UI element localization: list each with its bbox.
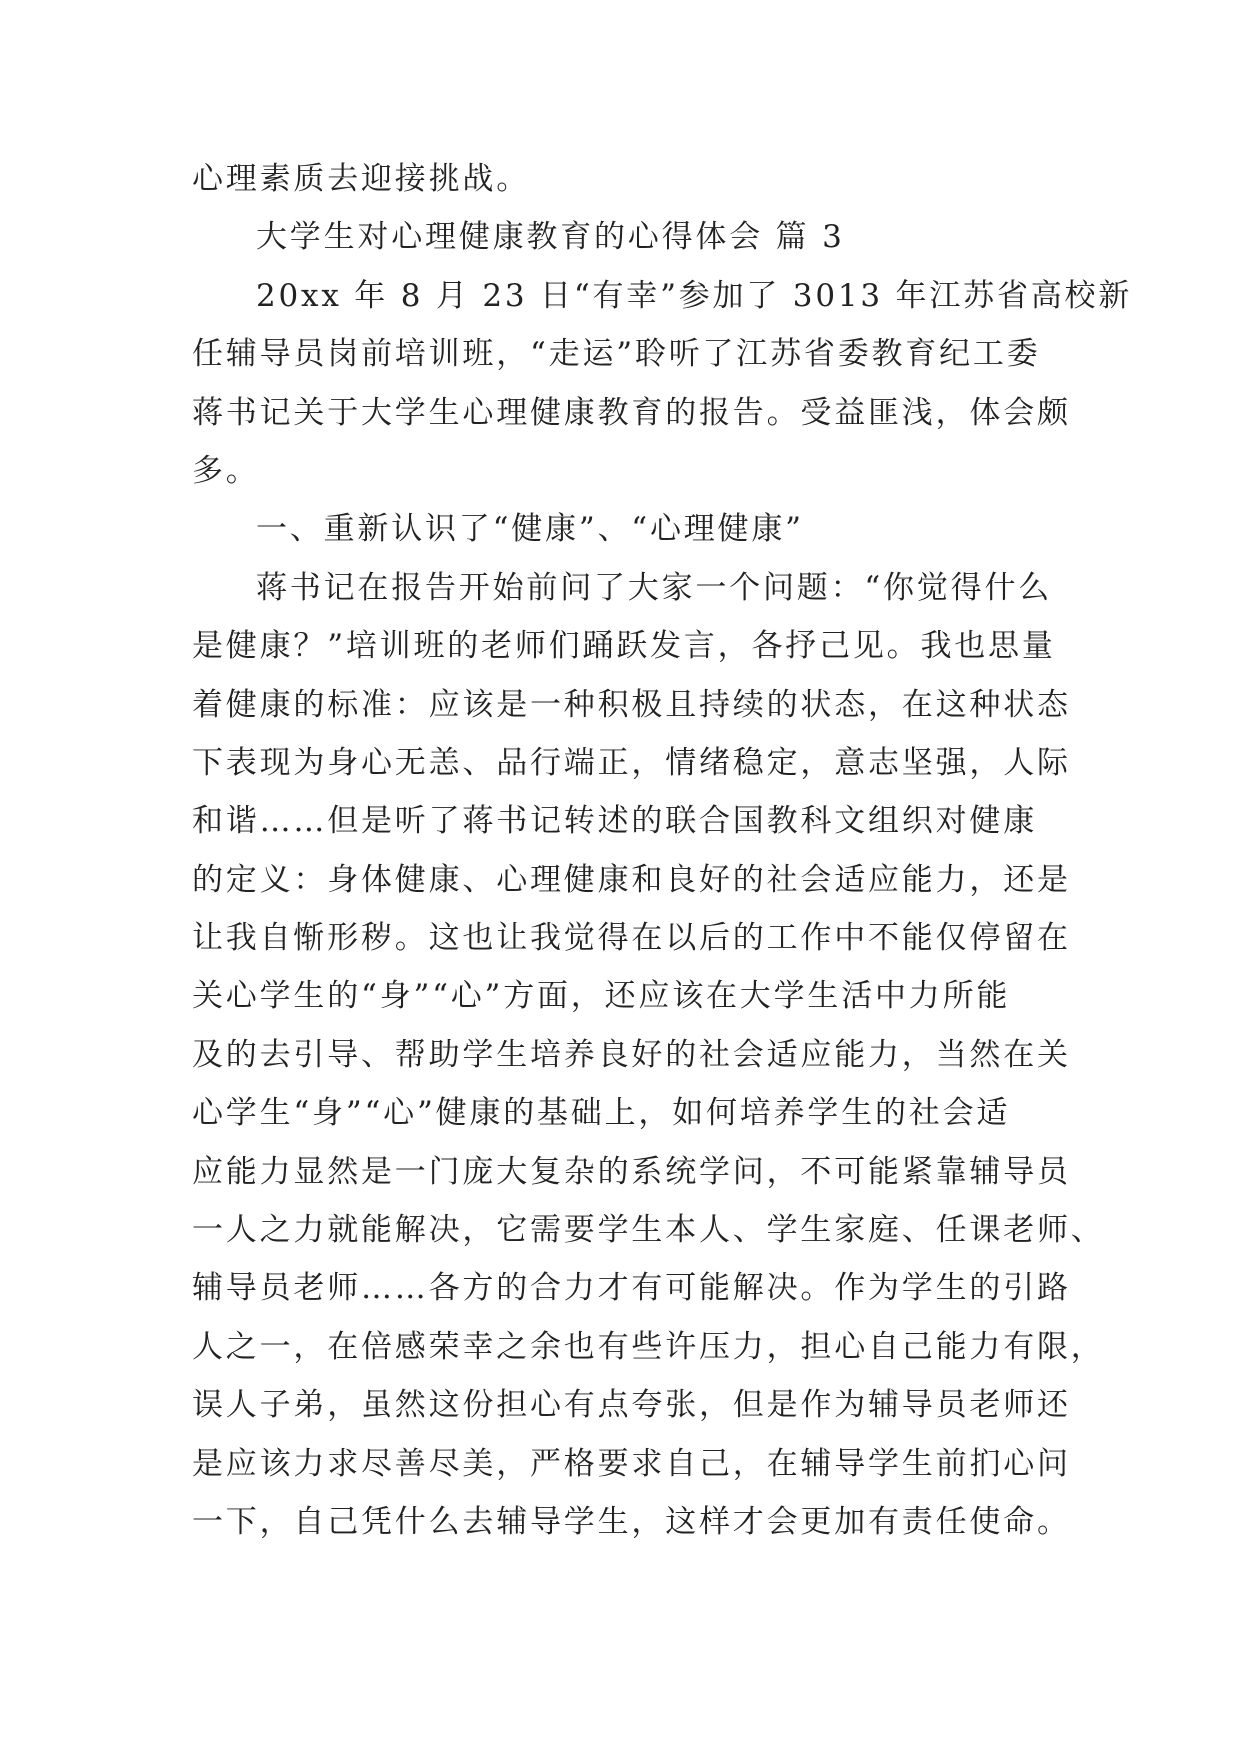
text-line: 下表现为身心无恙、品行端正，情绪稳定，意志坚强，人际 [192, 744, 1071, 781]
text-line: 关心学生的“身”“心”方面，还应该在大学生活中力所能 [192, 978, 1011, 1015]
text-line: 的定义：身体健康、心理健康和良好的社会适应能力，还是 [192, 861, 1071, 898]
text-line: 及的去引导、帮助学生培养良好的社会适应能力，当然在关 [192, 1036, 1071, 1073]
text-line: 一下，自己凭什么去辅导学生，这样才会更加有责任使命。 [192, 1503, 1071, 1540]
document-body [192, 150, 1133, 1551]
text-line: 一人之力就能解决，它需要学生本人、学生家庭、任课老师、 [192, 1212, 1105, 1249]
text-line: 任辅导员岗前培训班，“走运”聆听了江苏省委教育纪工委 [192, 336, 1041, 373]
text-line: 心理素质去迎接挑战。 [192, 161, 530, 197]
text-line: 多。 [192, 452, 260, 489]
text-line: 让我自惭形秽。这也让我觉得在以后的工作中不能仅停留在 [192, 920, 1071, 957]
section-title: 大学生对心理健康教育的心得体会 篇 3 [256, 219, 845, 256]
text-line: 是应该力求尽善尽美，严格要求自己，在辅导学生前扪心问 [192, 1445, 1071, 1482]
text-line: 着健康的标准：应该是一种积极且持续的状态，在这种状态 [192, 686, 1071, 723]
text-line: 蒋书记关于大学生心理健康教育的报告。受益匪浅，体会颇 [192, 394, 1071, 431]
text-line: 辅导员老师……各方的合力才有可能解决。作为学生的引路 [192, 1270, 1071, 1307]
text-line: 心学生“身”“心”健康的基础上，如何培养学生的社会适 [192, 1095, 1011, 1132]
text-line: 应能力显然是一门庞大复杂的系统学问，不可能紧靠辅导员 [192, 1153, 1071, 1190]
text-line: 蒋书记在报告开始前问了大家一个问题：“你觉得什么 [256, 569, 1053, 606]
text-line: 20xx 年 8 月 23 日“有幸”参加了 3013 年江苏省高校新 [256, 277, 1133, 314]
text-line: 和谐……但是听了蒋书记转述的联合国教科文组织对健康 [192, 803, 1037, 840]
text-line: 人之一，在倍感荣幸之余也有些许压力，担心自己能力有限， [192, 1328, 1105, 1365]
subsection-heading: 一、重新认识了“健康”、“心理健康” [256, 511, 804, 548]
text-line: 是健康？”培训班的老师们踊跃发言，各抒己见。我也思量 [192, 628, 1056, 665]
text-line: 误人子弟，虽然这份担心有点夸张，但是作为辅导员老师还 [192, 1387, 1071, 1424]
